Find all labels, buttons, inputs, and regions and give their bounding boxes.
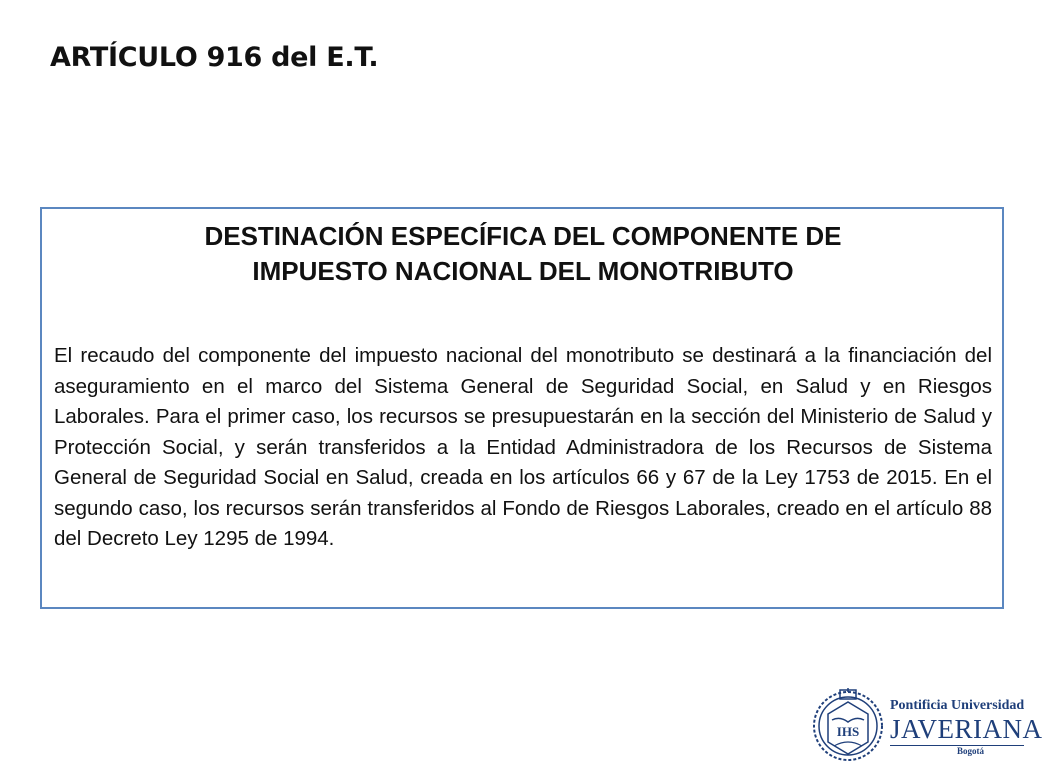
logo-line1: Pontificia Universidad — [890, 698, 1025, 713]
logo-text — [890, 698, 1043, 756]
content-box — [40, 207, 1004, 609]
box-heading-line2: IMPUESTO NACIONAL DEL MONOTRIBUTO — [252, 256, 794, 286]
seal-text: IHS — [836, 724, 860, 739]
university-seal-icon — [810, 686, 886, 762]
box-paragraph: El recaudo del componente del impuesto nacional del monotributo se destinará a la financiación del aseguramiento en el marco del Sistema General de Seguridad Social, en Salud y en Riesgos Laborales. Para el primer caso, los recursos se presupuestarán en la sección del Ministerio de Salud y Protección Social, y serán transferidos a la Entidad Administradora de los Recursos de Sistema General de Seguridad Social en Salud, creada en los artículos 66 y 67 de la Ley 1753 de 2015. En el segundo caso, los recursos serán transferidos al Fondo de Riesgos Laborales, creado en el artículo 88 del Decreto Ley 1295 de 1994. — [54, 344, 992, 550]
box-heading — [54, 219, 992, 289]
logo-line3: Bogotá — [890, 745, 1024, 756]
logo-line2: JAVERIANA — [890, 714, 1043, 744]
university-logo — [810, 684, 1043, 764]
slide-title: ARTÍCULO 916 del E.T. — [50, 42, 379, 73]
box-heading-line1: DESTINACIÓN ESPECÍFICA DEL COMPONENTE DE — [204, 221, 842, 251]
